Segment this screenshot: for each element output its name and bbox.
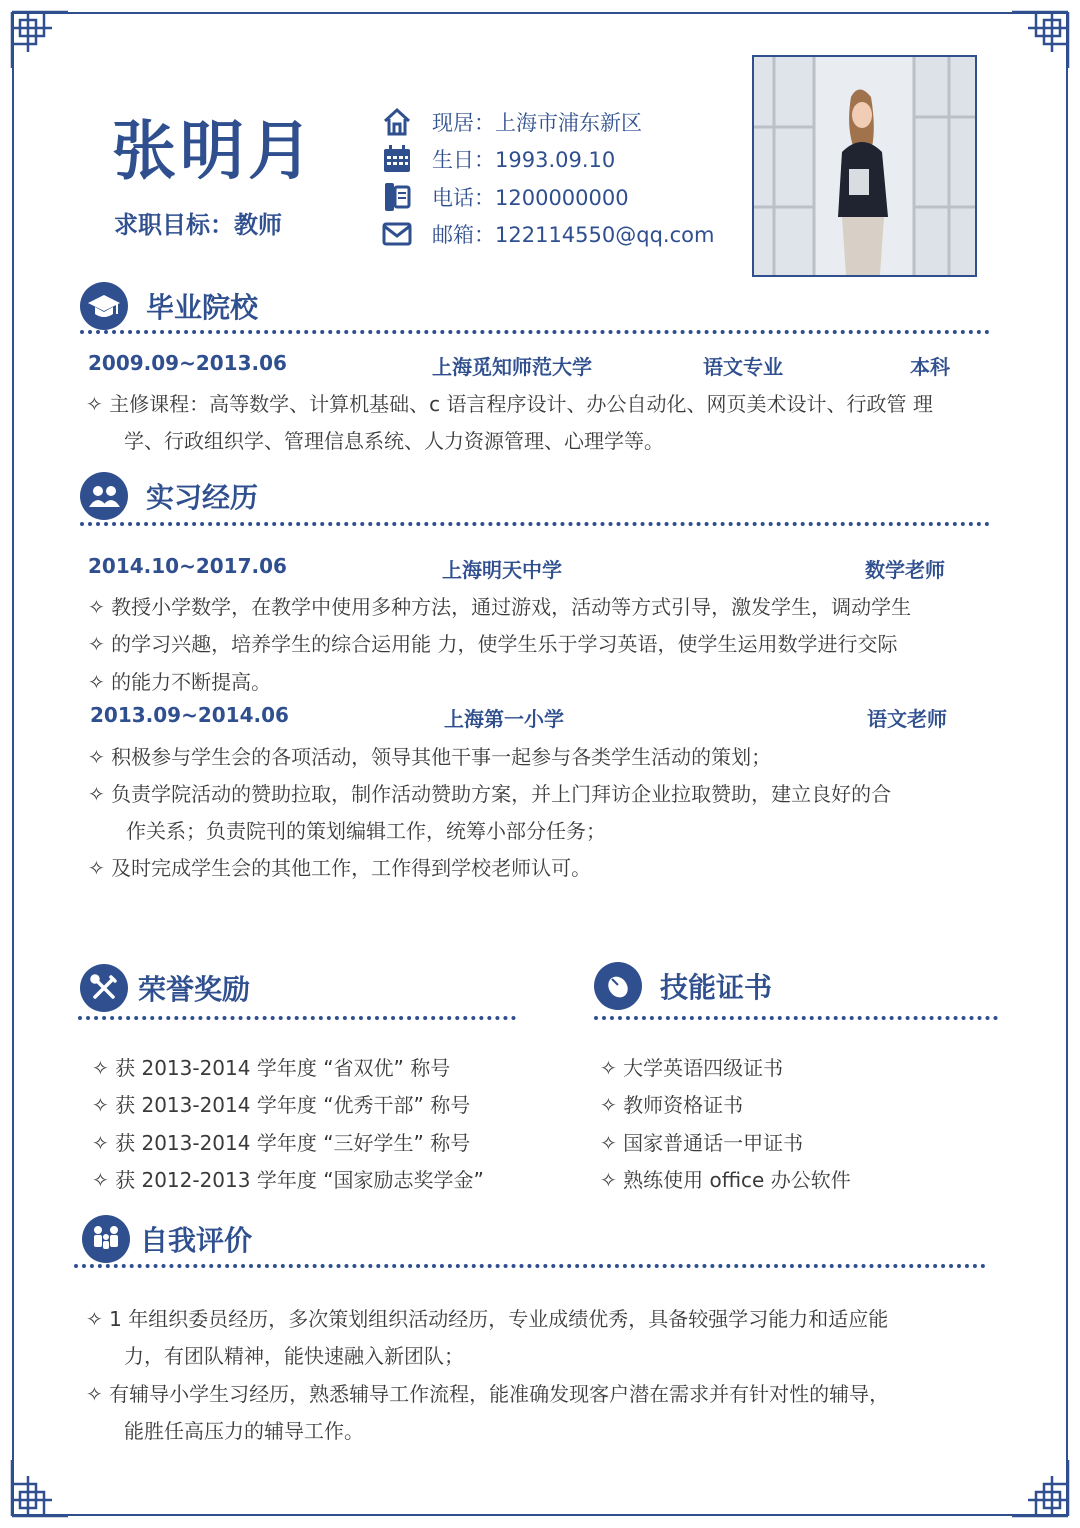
job-org: 上海第一小学 xyxy=(444,707,564,731)
certificate-item: ✧ 大学英语四级证书 xyxy=(600,1056,784,1080)
corner-ornament-bottom-right xyxy=(1008,1456,1072,1520)
corner-ornament-top-right xyxy=(1008,8,1072,72)
job-line: ✧ 及时完成学生会的其他工作，工作得到学校老师认可。 xyxy=(88,856,592,880)
people-icon xyxy=(80,472,128,520)
certificate-item: ✧ 教师资格证书 xyxy=(600,1093,744,1117)
honor-item: ✧ 获 2013-2014 学年度 “省双优” 称号 xyxy=(92,1056,451,1080)
info-phone-text: 电话：1200000000 xyxy=(432,186,629,210)
section-header-honors xyxy=(80,964,250,1012)
certificate-item: ✧ 国家普通话一甲证书 xyxy=(600,1131,804,1155)
job-line: ✧ 教授小学数学，在教学中使用多种方法，通过游戏，活动等方式引导，激发学生，调动学生 xyxy=(88,595,912,619)
mail-icon xyxy=(380,217,414,251)
job-org: 上海明天中学 xyxy=(442,558,562,582)
education-course-line: 学、行政组织学、管理信息系统、人力资源管理、心理学等。 xyxy=(124,429,664,453)
job-role: 语文老师 xyxy=(867,707,947,731)
education-course-line: ✧ 主修课程：高等数学、计算机基础、c 语言程序设计、办公自动化、网页美术设计、行政管 理 xyxy=(86,392,933,416)
section-header-certificates xyxy=(594,962,772,1010)
info-phone xyxy=(380,180,629,214)
job-line: ✧ 的学习兴趣，培养学生的综合运用能 力，使学生乐于学习英语，使学生运用数学进行交际 xyxy=(88,632,898,656)
honor-item: ✧ 获 2013-2014 学年度 “优秀干部” 称号 xyxy=(92,1093,471,1117)
corner-ornament-top-left xyxy=(8,8,72,72)
divider-self-eval xyxy=(74,1264,986,1268)
job-line: ✧ 的能力不断提高。 xyxy=(88,670,272,694)
mouse-icon xyxy=(594,962,642,1010)
info-address-text: 现居：上海市浦东新区 xyxy=(432,111,642,135)
honor-item: ✧ 获 2012-2013 学年度 “国家励志奖学金” xyxy=(92,1168,484,1192)
job-line: ✧ 积极参与学生会的各项活动，领导其他干事一起参与各类学生活动的策划； xyxy=(88,745,772,769)
education-period: 2009.09~2013.06 xyxy=(88,351,287,375)
divider-education xyxy=(80,330,990,334)
section-header-internship xyxy=(80,472,258,520)
self-eval-line: ✧ 有辅导小学生习经历，熟悉辅导工作流程，能准确发现客户潜在需求并有针对性的辅导， xyxy=(86,1382,890,1406)
divider-honors xyxy=(78,1016,516,1020)
self-eval-line: 力，有团队精神，能快速融入新团队； xyxy=(124,1344,464,1368)
certificate-item: ✧ 熟练使用 office 办公软件 xyxy=(600,1168,851,1192)
education-major: 语文专业 xyxy=(703,355,783,379)
honor-item: ✧ 获 2013-2014 学年度 “三好学生” 称号 xyxy=(92,1131,471,1155)
job-period: 2014.10~2017.06 xyxy=(88,554,287,578)
section-title-certificates: 技能证书 xyxy=(660,971,773,1004)
calendar-icon xyxy=(380,142,414,176)
section-title-honors: 荣誉奖励 xyxy=(138,973,251,1006)
education-degree: 本科 xyxy=(910,355,950,379)
graduation-cap-icon xyxy=(80,282,128,330)
section-title-education: 毕业院校 xyxy=(146,291,259,324)
self-eval-line: 能胜任高压力的辅导工作。 xyxy=(124,1419,364,1443)
corner-ornament-bottom-left xyxy=(8,1456,72,1520)
section-title-internship: 实习经历 xyxy=(146,481,259,514)
info-email xyxy=(380,217,714,251)
job-line: ✧ 负责学院活动的赞助拉取，制作活动赞助方案，并上门拜访企业拉取赞助，建立良好的合 xyxy=(88,782,892,806)
info-birthday-text: 生日：1993.09.10 xyxy=(432,148,616,172)
home-icon xyxy=(380,105,414,139)
info-email-text: 邮箱：122114550@qq.com xyxy=(432,223,715,247)
job-line: 作关系；负责院刊的策划编辑工作，统筹小部分任务； xyxy=(126,819,606,843)
section-title-self-eval: 自我评价 xyxy=(140,1224,253,1257)
job-period: 2013.09~2014.06 xyxy=(90,703,289,727)
section-header-education xyxy=(80,282,258,330)
phone-icon xyxy=(380,180,414,214)
candidate-name: 张明月 xyxy=(112,115,316,189)
info-address xyxy=(380,105,642,139)
job-role: 数学老师 xyxy=(865,558,945,582)
tools-icon xyxy=(80,964,128,1012)
self-eval-line: ✧ 1 年组织委员经历，多次策划组织活动经历，专业成绩优秀，具备较强学习能力和适应能 xyxy=(86,1307,889,1331)
divider-internship xyxy=(80,522,990,526)
job-objective: 求职目标：教师 xyxy=(114,211,282,239)
family-icon xyxy=(82,1215,130,1263)
info-birthday xyxy=(380,142,615,176)
education-school: 上海觅知师范大学 xyxy=(432,355,592,379)
profile-photo xyxy=(752,55,977,277)
section-header-self-eval xyxy=(82,1215,252,1263)
divider-certificates xyxy=(594,1016,998,1020)
